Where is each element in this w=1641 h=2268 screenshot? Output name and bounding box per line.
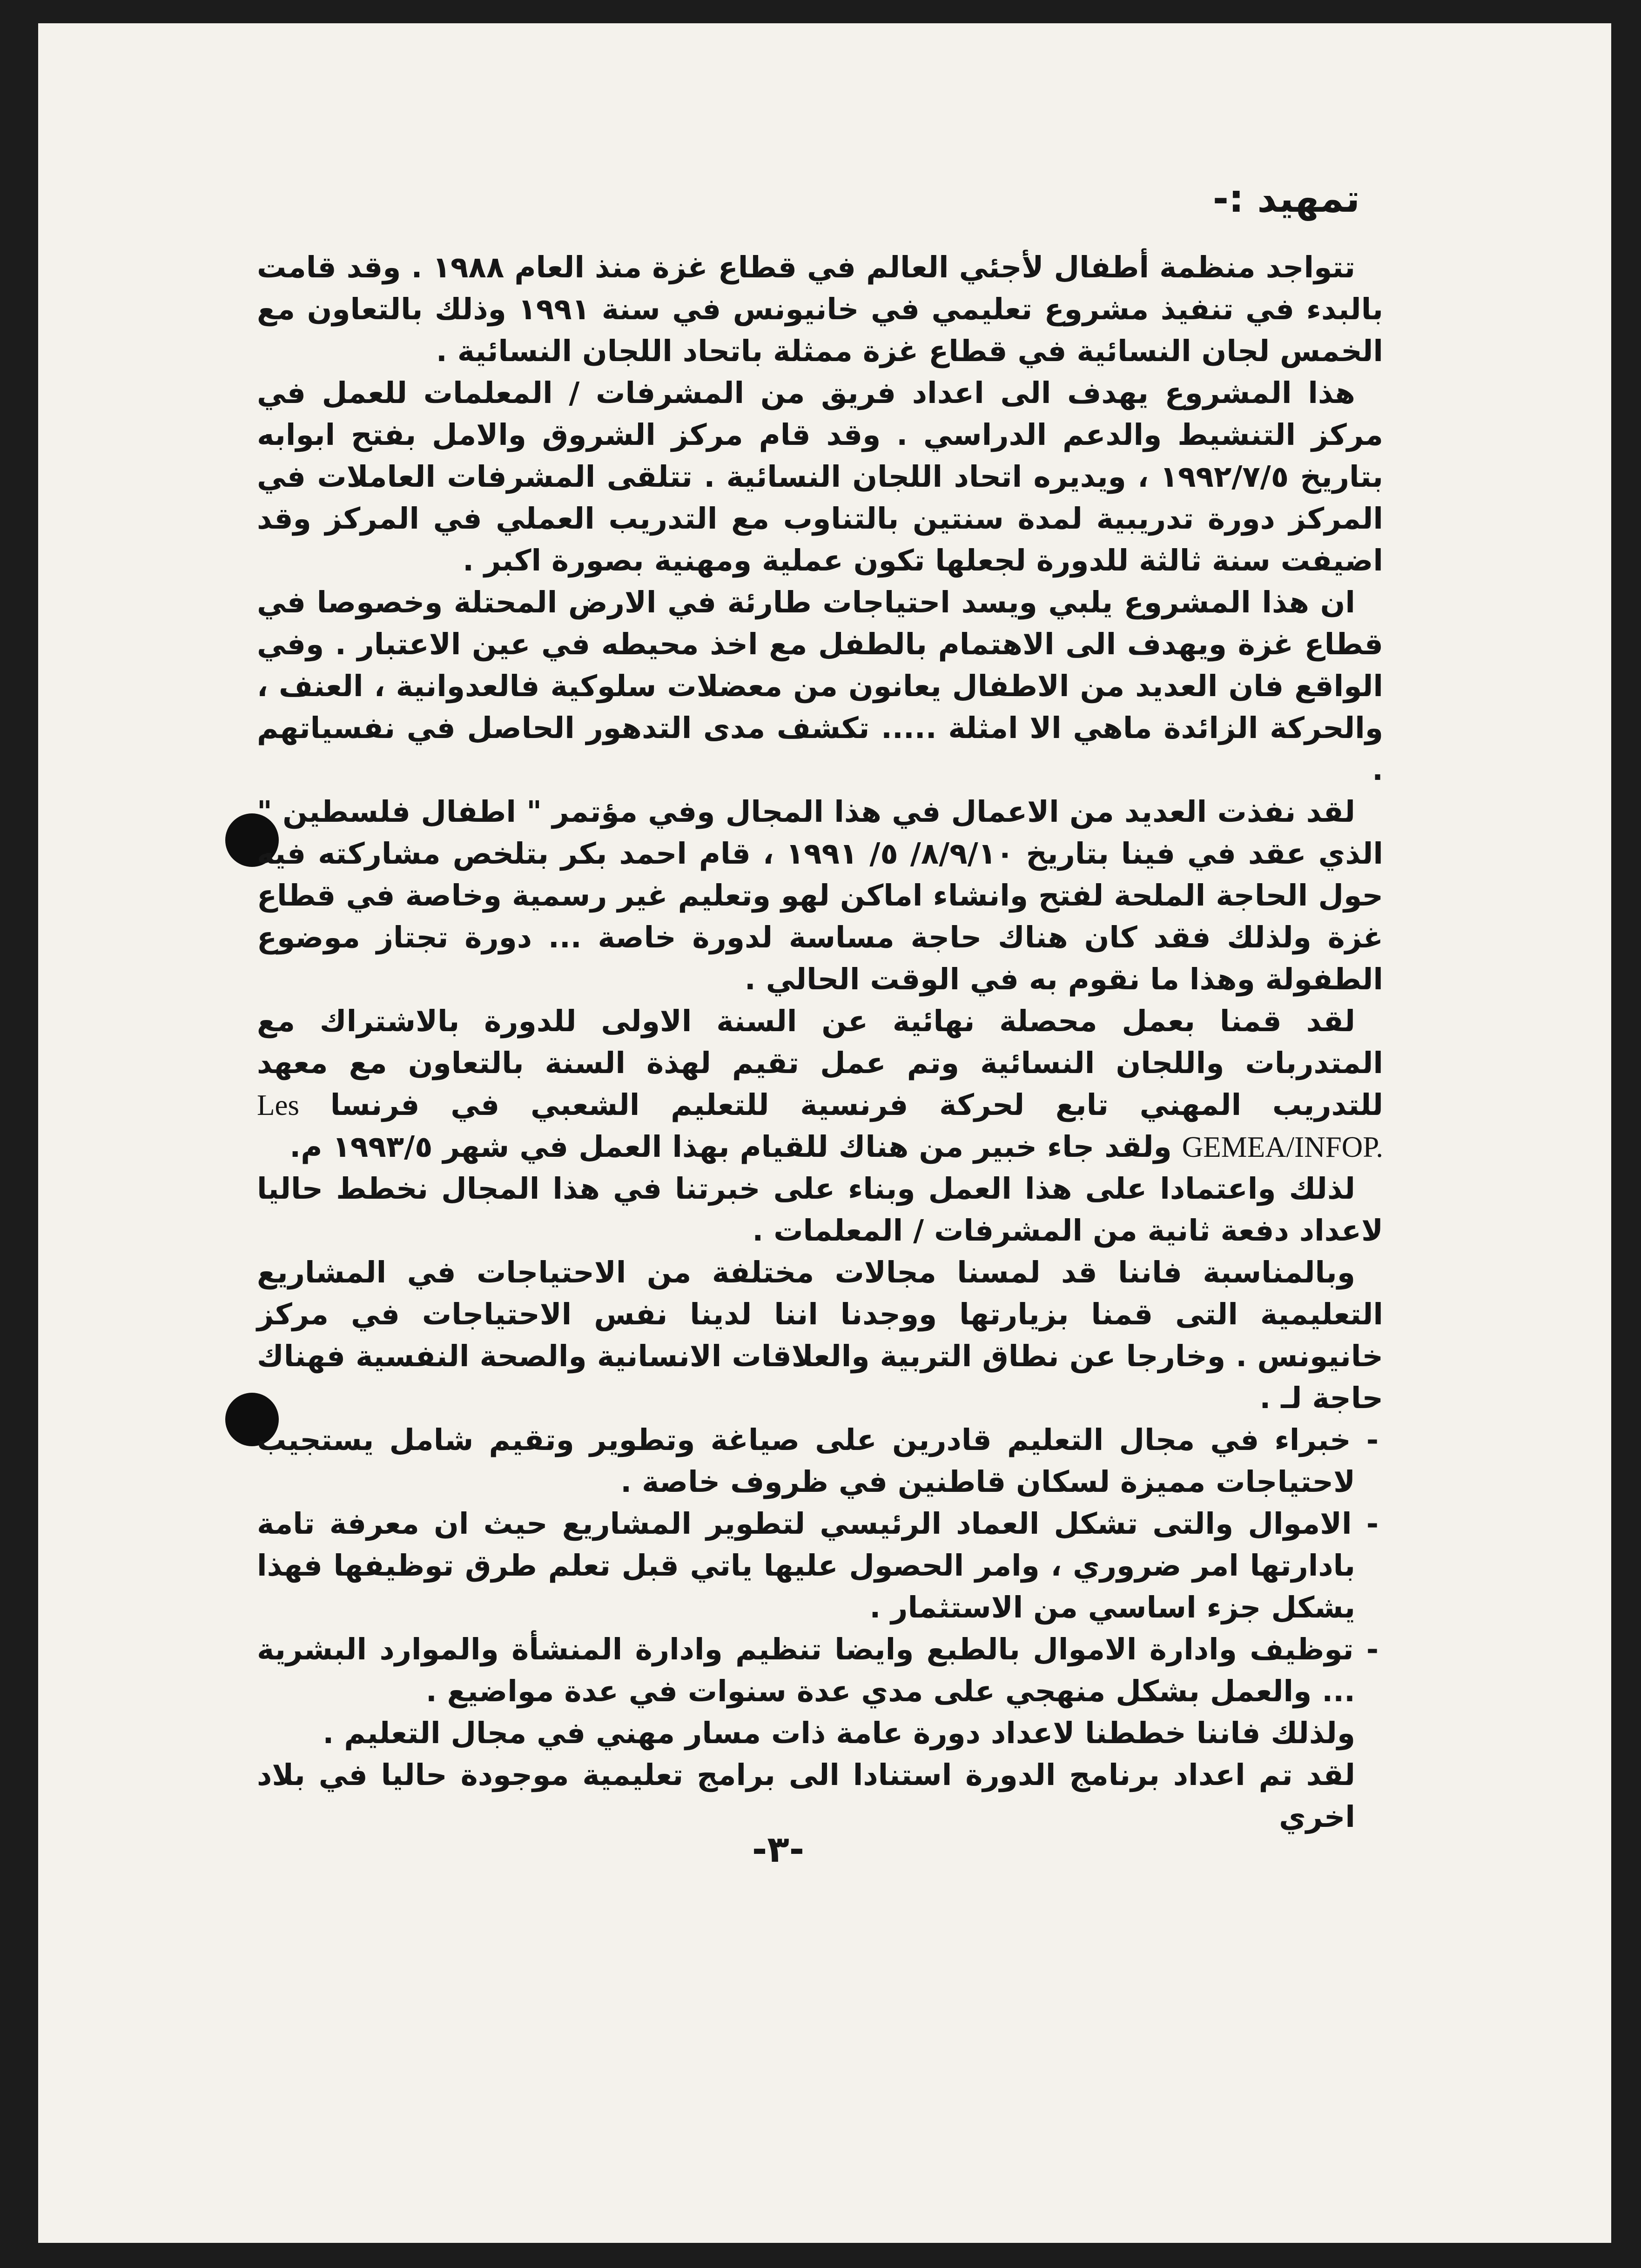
section-heading: تمهيد :- <box>1212 177 1360 221</box>
paragraph-project: هذا المشروع يهدف الى اعداد فريق من المشرفات / المعلمات للعمل في مركز التنشيط والدعم الدراسي . وقد قام مركز الشروق والامل بفتح ابوابه بتاريخ ١٩٩٢/٧/٥ ، ويديره اتحاد اللجان النسائية . تتلقى المشرفات العاملات في المركز دورة تدريبية لمدة سنتين بالتناوب مع التدريب العملي في المركز وقد اضيفت سنة ثالثة للدورة لجعلها تكون عملية ومهنية بصورة اكبر . <box>257 376 1383 577</box>
paragraph-plan: لذلك واعتمادا على هذا العمل وبناء على خبرتنا في هذا المجال نخطط حاليا لاعداد دفعة ثانية من المشرفات / المعلمات . <box>257 1172 1383 1248</box>
paragraph-course-plan: ولذلك فاننا خططنا لاعداد دورة عامة ذات مسار مهني في مجال التعليم . <box>323 1716 1355 1750</box>
document-page <box>38 23 1611 2243</box>
paragraph-intro: تتواجد منظمة أطفال لأجئي العالم في قطاع غزة منذ العام ١٩٨٨ . وقد قامت بالبدء في تنفيذ مشروع تعليمي في خانيونس في سنة ١٩٩١ وذلك بالتعاون مع الخمس لجان النسائية في قطاع غزة ممثلة باتحاد اللجان النسائية . <box>257 250 1384 368</box>
paragraph-program: لقد تم اعداد برنامج الدورة استنادا الى برامج تعليمية موجودة حاليا في بلاد اخري <box>257 1758 1355 1834</box>
bullet-management: - توظيف وادارة الاموال بالطبع وايضا تنظيم وادارة المنشأة والموارد البشرية ... والعمل بشكل منهجي على مدي عدة سنوات في عدة مواضيع . <box>257 1632 1379 1708</box>
paragraph-evaluation <box>257 1000 1383 1168</box>
evaluation-text-start: لقد قمنا بعمل محصلة نهائية عن السنة الاولى للدورة بالاشتراك مع المتدربات واللجان النسائية وتم عمل تقيم لهذة السنة بالتعاون مع معهد للتدريب المهني تابع لحركة فرنسية للتعليم الشعبي في فرنسا <box>257 1004 1383 1122</box>
body-text <box>257 247 1383 1838</box>
organization-name: Les GEMEA/INFOP. <box>257 1089 1383 1163</box>
paragraph-needs: ان هذا المشروع يلبي ويسد احتياجات طارئة في الارض المحتلة وخصوصا في قطاع غزة ويهدف الى الاهتمام بالطفل مع اخذ محيطه في عين الاعتبار . وفي الواقع فان العديد من الاطفال يعانون من معضلات سلوكية فالعدوانية ، العنف ، والحركة الزائدة ماهي الا امثلة ..... تكشف مدى التدهور الحاصل في نفسياتهم . <box>257 585 1383 787</box>
bullet-experts: - خبراء في مجال التعليم قادرين على صياغة وتطوير وتقيم شامل يستجيب لاحتياجات مميزة لسكان قاطنين في ظروف خاصة . <box>257 1423 1379 1499</box>
page-number: -٣- <box>752 1829 805 1871</box>
evaluation-text-end: ولقد جاء خبير من هناك للقيام بهذا العمل في شهر ١٩٩٣/٥ م. <box>289 1130 1172 1164</box>
paragraph-conference: لقد نفذت العديد من الاعمال في هذا المجال وفي مؤتمر " اطفال فلسطين " الذي عقد في فينا بتاريخ ٨/٩/١٠/ ٥/ ١٩٩١ ، قام احمد بكر بتلخص مشاركته فيه حول الحاجة الملحة لفتح وانشاء اماكن لهو وتعليم غير رسمية وخاصة في قطاع غزة ولذلك فقد كان هناك حاجة مساسة لدورة خاصة ... دورة تجتاز موضوع الطفولة وهذا ما نقوم به في الوقت الحالي . <box>257 795 1383 996</box>
paragraph-needs-list-intro: وبالمناسبة فاننا قد لمسنا مجالات مختلفة من الاحتياجات في المشاريع التعليمية التى قمنا بزيارتها ووجدنا اننا لدينا نفس الاحتياجات في مركز خانيونس . وخارجا عن نطاق التربية والعلاقات الانسانية والصحة النفسية فهناك حاجة لـ . <box>257 1255 1383 1415</box>
bullet-funds: - الاموال والتى تشكل العماد الرئيسي لتطوير المشاريع حيث ان معرفة تامة بادارتها امر ضروري ، وامر الحصول عليها ياتي قبل تعلم طرق توظيفها فهذا يشكل جزء اساسي من الاستثمار . <box>257 1507 1379 1624</box>
